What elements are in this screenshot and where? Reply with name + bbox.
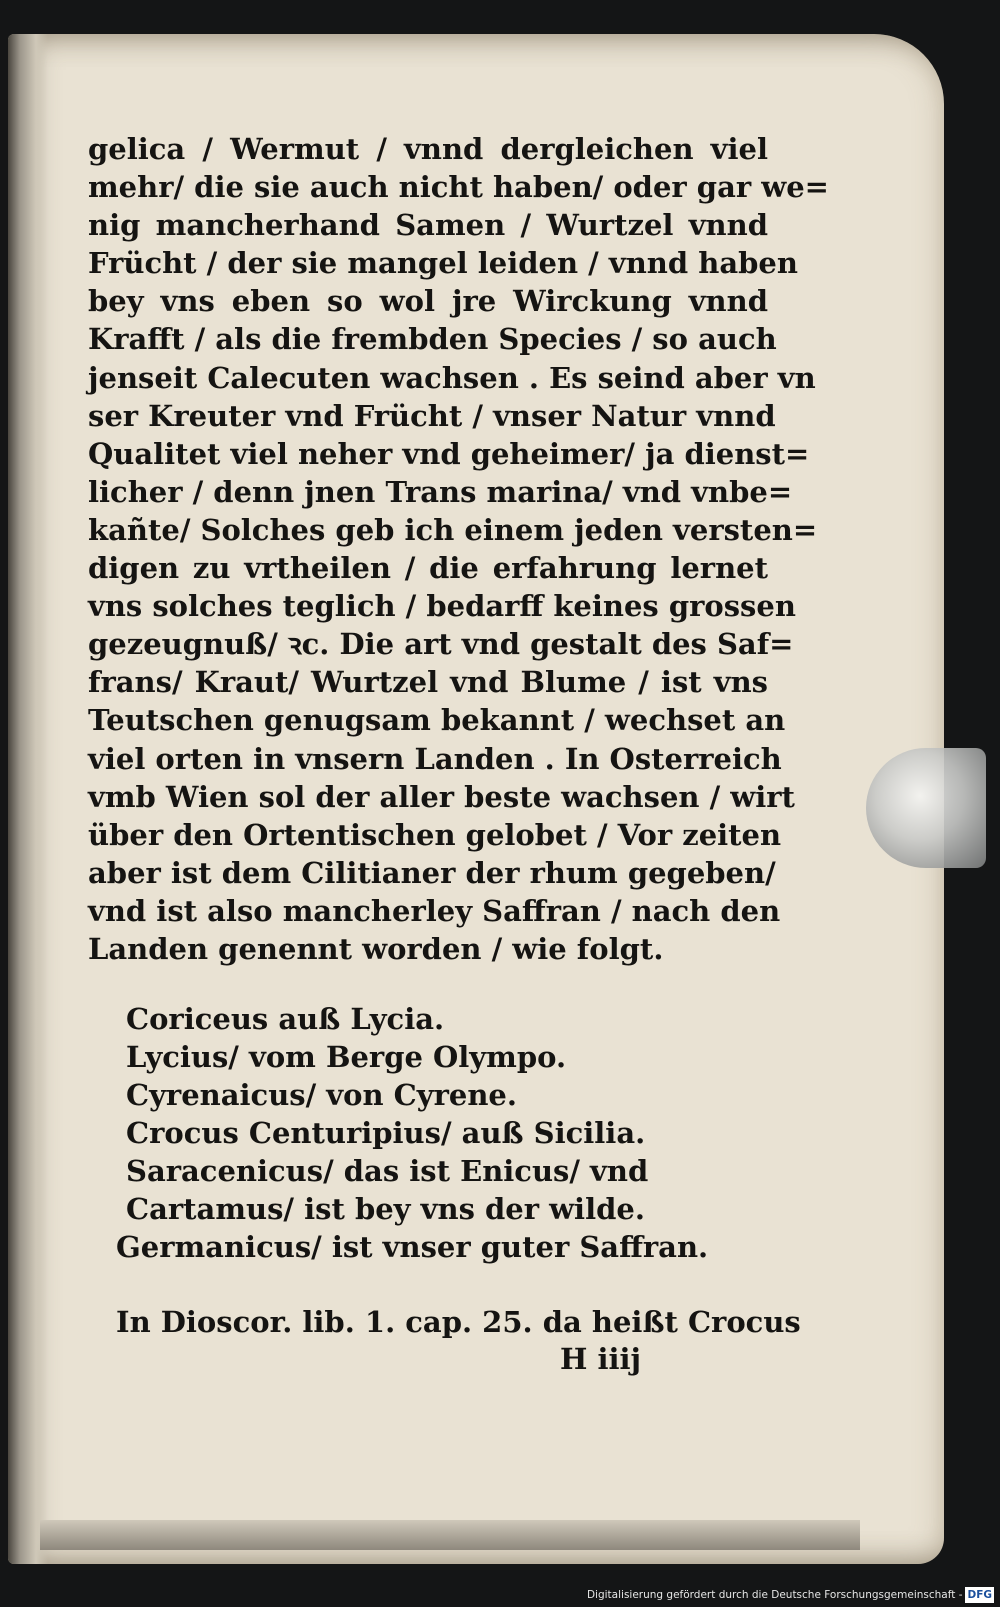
text-line: gelica / Wermut / vnnd dergleichen viel xyxy=(88,132,768,166)
page-holder-clip xyxy=(866,748,986,868)
page-gutter-shadow xyxy=(8,34,48,1564)
text-line: Qualitet viel neher vnd geheimer/ ja dienst= xyxy=(88,436,810,471)
body-text xyxy=(88,130,829,968)
text-line: gezeugnuß/ ꝛc. Die art vnd gestalt des Saf= xyxy=(88,627,794,662)
text-line: frans/ Kraut/ Wurtzel vnd Blume / ist vns xyxy=(88,665,768,700)
list-item: Lycius/ vom Berge Olympo. xyxy=(126,1040,567,1074)
dfg-logo[interactable]: DFG xyxy=(967,1589,992,1601)
saffron-varieties-list xyxy=(116,1000,766,1266)
text-line: Frücht / der sie mangel leiden / vnnd haben xyxy=(88,246,798,281)
text-line: nig mancherhand Samen / Wurtzel vnnd xyxy=(88,208,768,243)
text-line: vns solches teglich / bedarff keines grossen xyxy=(88,589,796,624)
text-line: bey vns eben so wol jre Wirckung vnnd xyxy=(88,284,768,319)
text-line: vnd ist also mancherley Saffran / nach den xyxy=(88,893,781,928)
text-line: vmb Wien sol der aller beste wachsen / wirt xyxy=(88,779,795,814)
text-line: ser Kreuter vnd Frücht / vnser Natur vnnd xyxy=(88,398,776,433)
signature-mark: H iiij xyxy=(560,1342,642,1376)
text-line: über den Ortentischen gelobet / Vor zeiten xyxy=(88,817,782,852)
text-line: aber ist dem Cilitianer der rhum gegeben/ xyxy=(88,855,776,890)
list-item: Saracenicus/ das ist Enicus/ vnd xyxy=(126,1154,649,1188)
list-item: Cartamus/ ist bey vns der wilde. xyxy=(126,1192,645,1226)
catchword-line: In Dioscor. lib. 1. cap. 25. da heißt Crocus xyxy=(116,1305,801,1339)
text-line: Landen genennt worden / wie folgt. xyxy=(88,931,664,966)
credit-text: Digitalisierung gefördert durch die Deutsche Forschungsgemeinschaft - xyxy=(586,1589,963,1601)
text-line: mehr/ die sie auch nicht haben/ oder gar we= xyxy=(88,170,829,205)
list-item: Crocus Centuripius/ auß Sicilia. xyxy=(126,1116,646,1150)
text-line: digen zu vrtheilen / die erfahrung lernet xyxy=(88,551,768,586)
list-item: Coriceus auß Lycia. xyxy=(126,1002,445,1036)
digitization-credit xyxy=(587,1587,994,1603)
text-line: kañte/ Solches geb ich einem jeden versten= xyxy=(88,512,818,547)
text-line: Krafft / als die frembden Species / so auch xyxy=(88,322,777,357)
text-line: Teutschen genugsam bekannt / wechset an xyxy=(88,703,786,738)
text-line: jenseit Calecuten wachsen . Es seind aber vn xyxy=(88,360,816,395)
list-item: Germanicus/ ist vnser guter Saffran. xyxy=(116,1230,709,1264)
text-line: licher / denn jnen Trans marina/ vnd vnbe= xyxy=(88,474,793,509)
text-line: viel orten in vnsern Landen . In Osterreich xyxy=(88,741,782,776)
page-bottom-edge xyxy=(40,1520,860,1550)
list-item: Cyrenaicus/ von Cyrene. xyxy=(126,1078,517,1112)
